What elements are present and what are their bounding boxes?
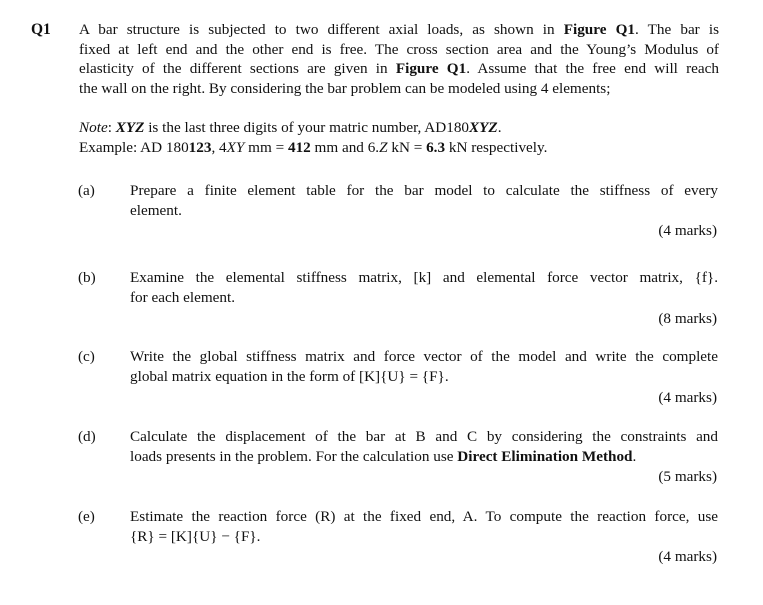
question-intro (79, 20, 719, 98)
question-number: Q1 (31, 21, 51, 38)
part-b-label: (b) (78, 269, 96, 286)
figure-ref: Figure Q1 (563, 21, 635, 38)
intro-line-1: A bar structure is subjected to two different axial loads, as shown in Figure Q1. The bar is (79, 21, 719, 38)
figure-ref: Figure Q1 (395, 60, 467, 77)
part-a-text: Prepare a finite element table for the bar model to calculate the stiffness of every element. (130, 182, 718, 219)
note-label: Note (79, 119, 108, 136)
part-a-marks: (4 marks) (658, 222, 717, 239)
part-c-text: Write the global stiffness matrix and force vector of the model and write the complete global matrix equation in the form of [K]{U} = {F}. (130, 348, 718, 385)
part-e-text: Estimate the reaction force (R) at the fixed end, A. To compute the reaction force, use {R} = [K]{U} − {F}. (130, 508, 718, 545)
part-e-marks: (4 marks) (658, 548, 717, 565)
note-block (79, 118, 719, 157)
part-d-marks: (5 marks) (658, 468, 717, 485)
example-line: Example: AD 180123, 4XY mm = 412 mm and 6.Z kN = 6.3 kN respectively. (79, 138, 548, 156)
intro-line-2: fixed at left end and the other end is free. The cross section area and the Young’s Modulus of (79, 40, 719, 58)
part-c-label: (c) (78, 348, 95, 365)
part-b-marks: (8 marks) (658, 310, 717, 327)
note-line: Note: XYZ is the last three digits of your matric number, AD180XYZ. (79, 119, 502, 136)
part-e-label: (e) (78, 508, 95, 525)
part-a-label: (a) (78, 182, 95, 199)
part-c-marks: (4 marks) (658, 389, 717, 406)
intro-line-3: elasticity of the different sections are given in Figure Q1. Assume that the free end will reach (79, 60, 719, 77)
intro-line-4: the wall on the right. By considering the bar problem can be modeled using 4 elements; (79, 79, 611, 97)
part-d-text: Calculate the displacement of the bar at B and C by considering the constraints and loads presents in the problem. For the calculation use Direct Elimination Method. (130, 428, 718, 465)
part-b-text: Examine the elemental stiffness matrix, [k] and elemental force vector matrix, {f}. for each element. (130, 269, 718, 306)
method-name: Direct Elimination Method (457, 447, 633, 465)
part-d-label: (d) (78, 428, 96, 445)
